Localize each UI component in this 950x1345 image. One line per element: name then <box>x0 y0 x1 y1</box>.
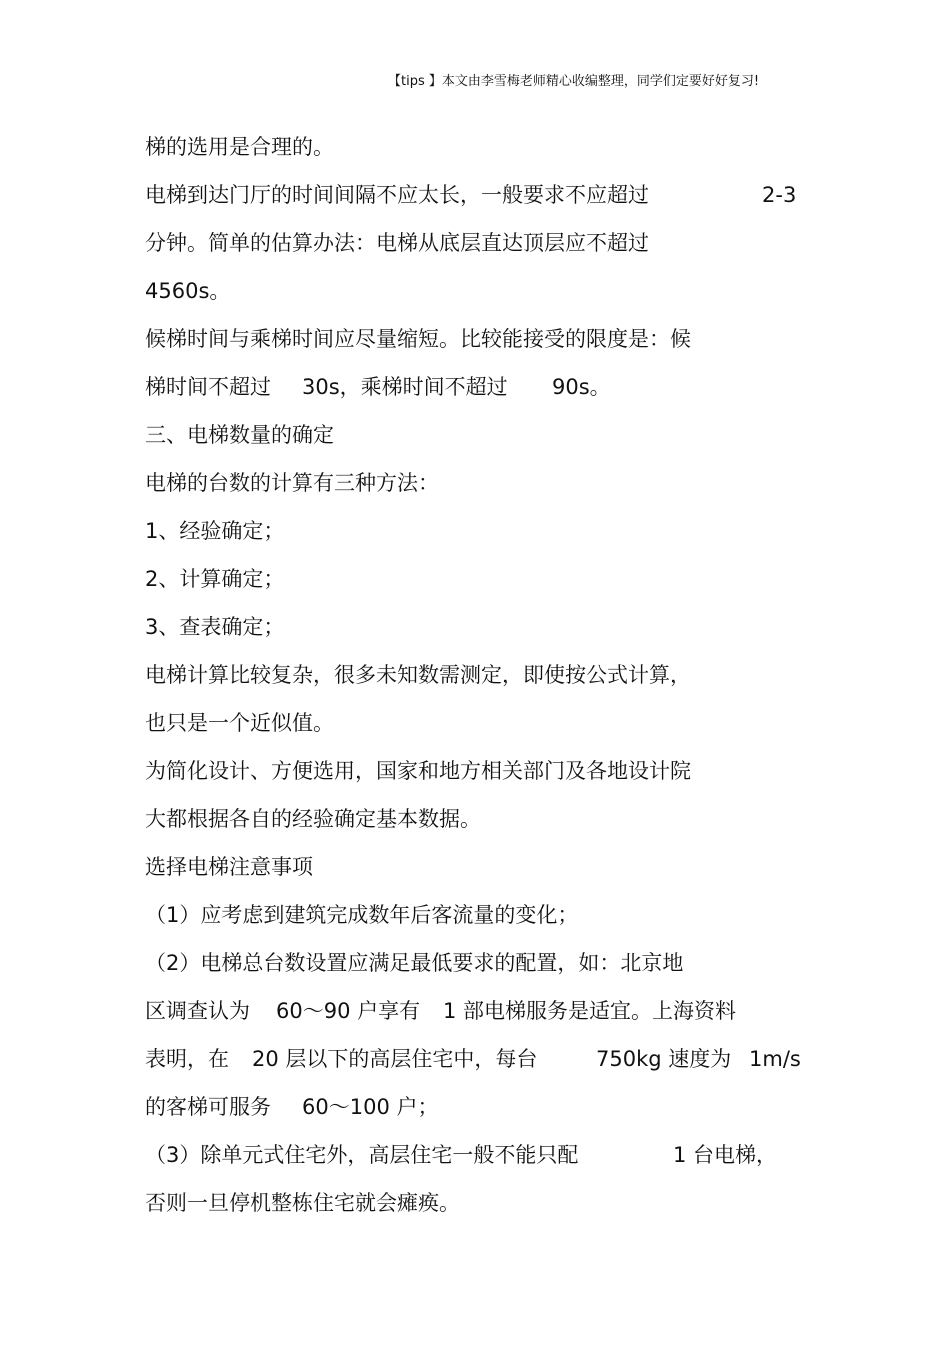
text-line <box>145 900 815 930</box>
text-line <box>145 468 815 498</box>
text-segment: 表明，在 <box>145 1047 229 1071</box>
text-line <box>145 564 815 594</box>
text-segment: 电梯计算比较复杂，很多未知数需测定，即使按公式计算， <box>145 663 691 687</box>
text-line <box>145 852 815 882</box>
text-line <box>145 804 815 834</box>
text-segment: 候梯时间与乘梯时间应尽量缩短。比较能接受的限度是：候 <box>145 327 691 351</box>
text-segment: （2）电梯总台数设置应满足最低要求的配置，如：北京地 <box>145 951 684 975</box>
text-segment: （1）应考虑到建筑完成数年后客流量的变化； <box>145 903 579 927</box>
text-line <box>145 660 815 690</box>
text-segment: 60～100 户； <box>302 1095 439 1119</box>
text-segment: 分钟。简单的估算办法：电梯从底层直达顶层应不超过 <box>145 231 649 255</box>
text-line <box>145 612 815 642</box>
text-segment: 30s，乘梯时间不超过 <box>302 375 508 399</box>
text-segment: 区调查认为 <box>145 999 250 1023</box>
text-segment: 1m/s <box>749 1047 801 1071</box>
text-line <box>145 756 815 786</box>
text-segment: 大都根据各自的经验确定基本数据。 <box>145 807 481 831</box>
text-segment: （3）除单元式住宅外，高层住宅一般不能只配 <box>145 1143 579 1167</box>
text-line <box>145 420 815 450</box>
text-segment: 梯的选用是合理的。 <box>145 135 334 159</box>
text-segment: 60～90 户享有 <box>276 999 421 1023</box>
text-segment: 否则一旦停机整栋住宅就会瘫痪。 <box>145 1191 460 1215</box>
text-line <box>145 708 815 738</box>
text-line <box>145 948 815 978</box>
text-segment: 的客梯可服务 <box>145 1095 271 1119</box>
text-segment: 为简化设计、方便选用，国家和地方相关部门及各地设计院 <box>145 759 691 783</box>
text-line <box>145 180 815 210</box>
text-segment: 也只是一个近似值。 <box>145 711 334 735</box>
text-line <box>145 1140 815 1170</box>
header-note: 【tips 】本文由李雪梅老师精心收编整理，同学们定要好好复习! <box>388 74 760 89</box>
text-line <box>145 228 815 258</box>
text-segment: 选择电梯注意事项 <box>145 855 313 879</box>
text-segment: 1、经验确定； <box>145 519 285 543</box>
text-line <box>145 1092 815 1122</box>
text-segment: 750kg 速度为 <box>596 1047 732 1071</box>
text-line <box>145 996 815 1026</box>
text-line <box>145 372 815 402</box>
text-line <box>145 324 815 354</box>
text-line <box>145 516 815 546</box>
text-segment: 1 部电梯服务是适宜。上海资料 <box>443 999 737 1023</box>
text-segment: 电梯的台数的计算有三种方法： <box>145 471 439 495</box>
text-line <box>145 1188 815 1218</box>
text-line <box>145 276 815 306</box>
text-line <box>145 1044 815 1074</box>
text-segment: 2-3 <box>762 183 797 207</box>
text-segment: 梯时间不超过 <box>145 375 271 399</box>
text-segment: 20 层以下的高层住宅中，每台 <box>252 1047 538 1071</box>
text-segment: 1 台电梯， <box>673 1143 778 1167</box>
text-segment: 2、计算确定； <box>145 567 285 591</box>
text-segment: 3、查表确定； <box>145 615 285 639</box>
text-line <box>145 132 815 162</box>
text-segment: 90s。 <box>552 375 611 399</box>
text-segment: 电梯到达门厅的时间间隔不应太长，一般要求不应超过 <box>145 183 649 207</box>
text-segment: 4560s。 <box>145 279 231 303</box>
text-segment: 三、电梯数量的确定 <box>145 423 334 447</box>
